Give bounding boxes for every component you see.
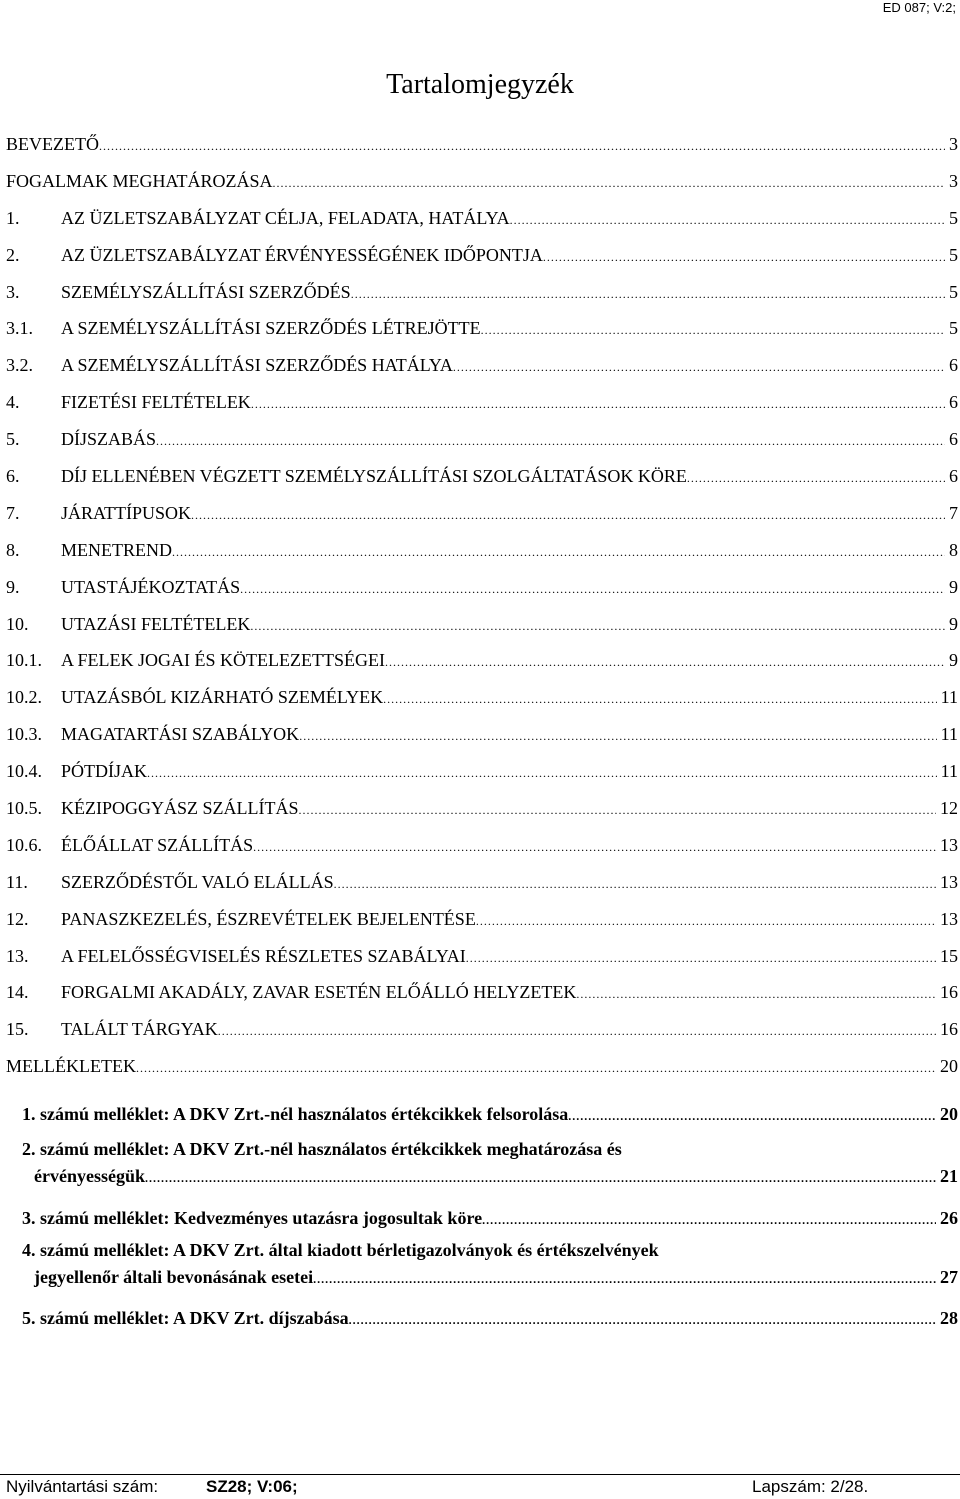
toc-entry-label: SZERZŐDÉSTŐL VALÓ ELÁLLÁS	[61, 871, 334, 892]
toc-entry-page: 20	[940, 1056, 958, 1077]
dot-leader	[299, 792, 937, 829]
toc-entry[interactable]	[6, 1048, 958, 1085]
toc-entry-page: 9	[949, 650, 958, 671]
toc-entry-number: 10.4.	[6, 761, 42, 782]
toc-entry-number: 3.2.	[6, 355, 33, 376]
dot-leader	[334, 866, 936, 903]
toc-entry-number: 15.	[6, 1019, 29, 1040]
toc-entry-label: AZ ÜZLETSZABÁLYZAT CÉLJA, FELADATA, HATÁLYA	[61, 207, 510, 228]
document-reference: ED 087; V:2;	[882, 0, 956, 15]
registry-number: SZ28; V:06;	[206, 1477, 298, 1496]
dot-leader	[172, 534, 945, 571]
toc-entry-number: 1.	[6, 207, 20, 228]
toc-entry[interactable]	[6, 163, 958, 200]
toc-entry[interactable]	[6, 384, 958, 421]
toc-entry-page: 11	[940, 761, 958, 782]
toc-entry-page: 8	[949, 539, 958, 560]
toc-entry-page: 11	[940, 724, 958, 745]
toc-entry-page: 13	[940, 834, 958, 855]
annex-page: 21	[940, 1166, 958, 1186]
toc-entry-page: 3	[949, 134, 958, 154]
toc-entry-label: FOGALMAK MEGHATÁROZÁSA	[6, 170, 273, 191]
dot-leader	[299, 718, 936, 755]
dot-leader	[136, 1050, 936, 1087]
toc-entry-page: 5	[949, 244, 958, 265]
annex-entry[interactable]	[22, 1136, 958, 1192]
toc-entry[interactable]	[6, 864, 958, 901]
annex-title: 5. számú melléklet: A DKV Zrt. díjszabása	[22, 1308, 349, 1328]
annex-title: 1. számú melléklet: A DKV Zrt.-nél használatos értékcikkek felsorolása	[22, 1104, 569, 1124]
toc-entry-page: 6	[949, 429, 958, 450]
toc-entry-number: 6.	[6, 466, 20, 487]
toc-entry-page: 9	[949, 613, 958, 634]
toc-entry[interactable]	[6, 938, 958, 975]
toc-entry-label: SZEMÉLYSZÁLLÍTÁSI SZERZŐDÉS	[61, 281, 351, 302]
toc-entry-number: 3.	[6, 281, 20, 302]
annex-title: 2. számú melléklet: A DKV Zrt.-nél használatos értékcikkek meghatározása és	[22, 1139, 622, 1159]
toc-entry-page: 16	[940, 982, 958, 1003]
toc-entry-label: JÁRATTÍPUSOK	[61, 502, 192, 523]
toc-entry-number: 14.	[6, 982, 29, 1003]
toc-entry-label: A FELELŐSSÉGVISELÉS RÉSZLETES SZABÁLYAI	[61, 945, 466, 966]
toc-entry-page: 5	[949, 281, 958, 302]
toc-entry-label: A FELEK JOGAI ÉS KÖTELEZETTSÉGEI	[61, 650, 385, 671]
toc-entry[interactable]	[6, 790, 958, 827]
toc-entry[interactable]	[6, 421, 958, 458]
toc-entry-page: 13	[940, 871, 958, 892]
dot-leader	[250, 608, 945, 645]
toc-entry[interactable]	[6, 347, 958, 384]
toc-entry-page: 12	[940, 798, 958, 819]
toc-entry[interactable]	[6, 679, 958, 716]
dot-leader	[453, 349, 945, 386]
dot-leader	[568, 1098, 936, 1135]
toc-entry-label: FORGALMI AKADÁLY, ZAVAR ESETÉN ELŐÁLLÓ HELYZETEK	[61, 982, 577, 1003]
toc-entry-page: 11	[940, 687, 958, 708]
toc-entry-page: 6	[949, 355, 958, 376]
toc-entry-page: 15	[940, 945, 958, 966]
annex-page: 28	[940, 1308, 958, 1328]
toc-entry-label: BEVEZETŐ	[6, 134, 99, 154]
annex-title-continued: érvényességük	[34, 1166, 145, 1186]
annex-page: 26	[940, 1208, 958, 1228]
dot-leader	[576, 976, 936, 1013]
toc-entry-page: 5	[949, 207, 958, 228]
dot-leader	[147, 755, 937, 792]
toc-entry-number: 10.5.	[6, 798, 42, 819]
toc-entry-label: AZ ÜZLETSZABÁLYZAT ÉRVÉNYESSÉGÉNEK IDŐPONTJA	[61, 244, 543, 265]
annex-entry[interactable]	[22, 1096, 958, 1133]
toc-entry-label: FIZETÉSI FELTÉTELEK	[61, 392, 251, 413]
annex-page: 27	[940, 1267, 958, 1287]
toc-entry-label: MENETREND	[61, 539, 172, 560]
toc-entry-page: 7	[949, 502, 958, 523]
toc-entry[interactable]	[6, 237, 958, 274]
toc-entry-label: A SZEMÉLYSZÁLLÍTÁSI SZERZŐDÉS LÉTREJÖTTE	[61, 318, 481, 339]
toc-entry-number: 4.	[6, 392, 20, 413]
toc-entry-number: 12.	[6, 908, 29, 929]
annex-title: 4. számú melléklet: A DKV Zrt. által kiadott bérletigazolványok és értékszelvények	[22, 1240, 659, 1260]
toc-entry-number: 7.	[6, 502, 20, 523]
dot-leader	[543, 239, 945, 276]
toc-entry-number: 8.	[6, 539, 20, 560]
dot-leader	[145, 1165, 936, 1192]
annex-page: 20	[940, 1104, 958, 1124]
page-title: Tartalomjegyzék	[386, 69, 574, 100]
annex-entry[interactable]	[22, 1237, 958, 1293]
toc-entry-number: 5.	[6, 429, 20, 450]
toc-entry-label: PANASZKEZELÉS, ÉSZREVÉTELEK BEJELENTÉSE	[61, 908, 476, 929]
toc-entry-label: ÉLŐÁLLAT SZÁLLÍTÁS	[61, 834, 254, 855]
toc-entry-page: 9	[949, 576, 958, 597]
dot-leader	[351, 276, 945, 313]
annex-title: 3. számú melléklet: Kedvezményes utazásra jogosultak köre	[22, 1208, 483, 1228]
toc-entry-number: 10.2.	[6, 687, 42, 708]
toc-entry[interactable]	[6, 1011, 958, 1048]
toc-entry-label: TALÁLT TÁRGYAK	[61, 1019, 218, 1040]
toc-entry-number: 3.1.	[6, 318, 33, 339]
toc-entry[interactable]	[6, 753, 958, 790]
toc-entry-number: 11.	[6, 871, 28, 892]
toc-entry[interactable]	[6, 716, 958, 753]
dot-leader	[251, 386, 945, 423]
dot-leader	[349, 1302, 936, 1339]
toc-entry-page: 6	[949, 466, 958, 487]
toc-entry[interactable]	[6, 274, 958, 311]
dot-leader	[466, 940, 936, 977]
toc-entry[interactable]	[6, 901, 958, 938]
toc-entry-page: 13	[940, 908, 958, 929]
toc-entry[interactable]	[6, 458, 958, 495]
toc-entry[interactable]	[6, 495, 958, 532]
toc-entry-label: KÉZIPOGGYÁSZ SZÁLLÍTÁS	[61, 798, 299, 819]
toc-entry[interactable]	[6, 642, 958, 679]
dot-leader	[687, 460, 945, 497]
toc-entry[interactable]	[6, 606, 958, 643]
toc-entry-number: 10.1.	[6, 650, 42, 671]
dot-leader	[476, 903, 936, 940]
dot-leader	[481, 312, 945, 349]
toc-entry-label: DÍJSZABÁS	[61, 429, 157, 450]
dot-leader	[218, 1013, 936, 1050]
registry-label: Nyilvántartási szám:	[6, 1477, 159, 1496]
toc-entry[interactable]	[6, 974, 958, 1011]
annex-entry[interactable]	[22, 1200, 958, 1237]
dot-leader	[240, 571, 945, 608]
toc-entry-label: PÓTDÍJAK	[61, 761, 148, 782]
toc-entry-number: 2.	[6, 244, 20, 265]
toc-entry-number: 13.	[6, 945, 29, 966]
page-number: Lapszám: 2/28.	[752, 1477, 869, 1496]
annex-entry[interactable]	[22, 1300, 958, 1337]
dot-leader	[156, 423, 945, 460]
dot-leader	[253, 829, 936, 866]
page-footer	[0, 1474, 960, 1499]
toc-entry-number: 9.	[6, 576, 20, 597]
toc-entry[interactable]	[6, 200, 958, 237]
dot-leader	[383, 681, 937, 718]
toc-entry[interactable]	[6, 126, 958, 163]
dot-leader	[191, 497, 945, 534]
toc-entry-page: 16	[940, 1019, 958, 1040]
toc-entry-label: UTAZÁSI FELTÉTELEK	[61, 613, 251, 634]
toc-entry-page: 3	[949, 170, 958, 191]
annex-title-continued: jegyellenőr általi bevonásának esetei	[34, 1267, 314, 1287]
dot-leader	[99, 128, 945, 165]
toc-entry-label: MAGATARTÁSI SZABÁLYOK	[61, 724, 300, 745]
toc-entry-label: MELLÉKLETEK	[6, 1056, 136, 1077]
toc-entry-number: 10.	[6, 613, 29, 634]
toc-entry[interactable]	[6, 532, 958, 569]
dot-leader	[385, 644, 945, 681]
toc-entry-label: UTAZÁSBÓL KIZÁRHATÓ SZEMÉLYEK	[61, 687, 384, 708]
toc-entry-page: 5	[949, 318, 958, 339]
toc-entry-number: 10.6.	[6, 834, 42, 855]
toc-entry[interactable]	[6, 827, 958, 864]
toc-entry-page: 6	[949, 392, 958, 413]
toc-entry-label: UTASTÁJÉKOZTATÁS	[61, 576, 241, 597]
dot-leader	[510, 202, 945, 239]
toc-entry-label: A SZEMÉLYSZÁLLÍTÁSI SZERZŐDÉS HATÁLYA	[61, 355, 453, 376]
toc-entry[interactable]	[6, 310, 958, 347]
toc-entry-label: DÍJ ELLENÉBEN VÉGZETT SZEMÉLYSZÁLLÍTÁSI SZOLGÁLTATÁSOK KÖRE	[61, 466, 687, 487]
dot-leader	[273, 165, 945, 202]
table-of-contents	[6, 126, 958, 1085]
toc-entry[interactable]	[6, 569, 958, 606]
dot-leader	[313, 1266, 936, 1293]
dot-leader	[482, 1202, 936, 1239]
toc-entry-number: 10.3.	[6, 724, 42, 745]
